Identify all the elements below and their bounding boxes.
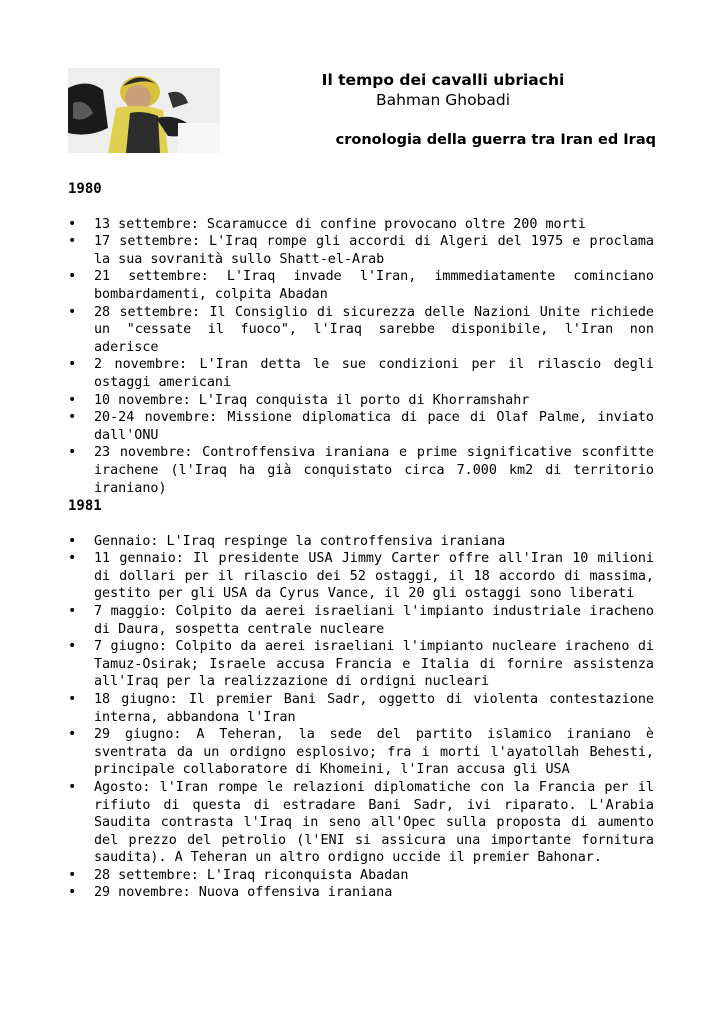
list-item: • 29 giugno: A Teheran, la sede del partito islamico iraniano è sventrata da un ordigno esplosivo; fra i morti l'ayatollah Behesti, principale collaboratore di Khomeini, l'Iran accusa gli USA	[68, 726, 654, 778]
bullet-icon: •	[68, 726, 77, 743]
bullet-icon: •	[68, 602, 77, 619]
section-1981	[68, 498, 654, 902]
list-item: • 13 settembre: Scaramucce di confine provocano oltre 200 morti	[68, 215, 586, 232]
list-item: • 7 maggio: Colpito da aerei israeliani l'impianto industriale iracheno di Daura, sospetta centrale nucleare	[68, 602, 654, 637]
section-year: 1980	[68, 181, 102, 197]
bullet-icon: •	[68, 233, 77, 250]
list-item: • 17 settembre: L'Iraq rompe gli accordi di Algeri del 1975 e proclama la sua sovranità sullo Shatt-el-Arab	[68, 233, 654, 267]
list-item: • 23 novembre: Controffensiva iraniana e prime significative sconfitte irachene (l'Iraq ha già conquistato circa 7.000 km2 di territorio iraniano)	[68, 444, 654, 496]
list-item: • 20-24 novembre: Missione diplomatica di pace di Olaf Palme, inviato dall'ONU	[68, 409, 654, 443]
bullet-icon: •	[68, 690, 77, 707]
bullet-icon: •	[68, 778, 77, 795]
document-title: Il tempo dei cavalli ubriachi	[321, 71, 565, 89]
section-1980	[68, 181, 654, 497]
event-list	[68, 533, 654, 902]
bullet-icon: •	[68, 409, 77, 426]
list-item: • 10 novembre: L'Iraq conquista il porto di Khorramshahr	[68, 391, 530, 408]
event-list	[68, 216, 654, 498]
list-item: • 21 settembre: L'Iraq invade l'Iran, immmediatamente cominciano bombardamenti, colpita Abadan	[68, 268, 654, 302]
bullet-icon: •	[68, 391, 77, 408]
list-item: • 7 giugno: Colpito da aerei israeliani l'impianto nucleare iracheno di Tamuz-Osirak; Israele accusa Francia e Italia di fornire assistenza all'Iraq per la realizzazione di ordigni nucleari	[68, 638, 654, 690]
list-item: • 29 novembre: Nuova offensiva iraniana	[68, 884, 393, 901]
list-item: • Gennaio: L'Iraq respinge la controffensiva iraniana	[68, 532, 506, 549]
bullet-icon: •	[68, 215, 77, 232]
bullet-icon: •	[68, 638, 77, 655]
document-subtitle: cronologia della guerra tra Iran ed Iraq	[335, 132, 656, 148]
list-item: • 18 giugno: Il premier Bani Sadr, oggetto di violenta contestazione interna, abbandona l'Iran	[68, 690, 654, 725]
bullet-icon: •	[68, 268, 77, 285]
bullet-icon: •	[68, 550, 77, 567]
list-item: • 2 novembre: L'Iran detta le sue condizioni per il rilascio degli ostaggi americani	[68, 356, 654, 390]
list-item: • 28 settembre: L'Iraq riconquista Abadan	[68, 866, 409, 883]
document-header	[230, 70, 656, 150]
document-author: Bahman Ghobadi	[375, 91, 511, 109]
list-item: • Agosto: l'Iran rompe le relazioni diplomatiche con la Francia per il rifiuto di questa di estradare Bani Sadr, ivi riparato. L'Arabia Saudita contrasta l'Iraq in seno all'Opec sulla proposta di aumento del prezzo del petrolio (l'ENI si assicura una importante fornitura saudita). A Teheran un altro ordigno uccide il premier Bahonar.	[68, 778, 654, 866]
list-item: • 11 gennaio: Il presidente USA Jimmy Carter offre all'Iran 10 milioni di dollari per il rilascio dei 52 ostaggi, il 18 accordo di massima, gestito per gli USA da Cyrus Vance, il 20 gli ostaggi sono liberati	[68, 550, 654, 602]
bullet-icon: •	[68, 303, 77, 320]
bullet-icon: •	[68, 444, 77, 461]
bullet-icon: •	[68, 532, 77, 549]
section-year: 1981	[68, 498, 102, 514]
bullet-icon: •	[68, 866, 77, 883]
list-item: • 28 settembre: Il Consiglio di sicurezza delle Nazioni Unite richiede un "cessate il fuoco", l'Iraq sarebbe disponibile, l'Iran non aderisce	[68, 303, 654, 355]
bullet-icon: •	[68, 884, 77, 901]
bullet-icon: •	[68, 356, 77, 373]
film-still-photo	[68, 68, 220, 153]
